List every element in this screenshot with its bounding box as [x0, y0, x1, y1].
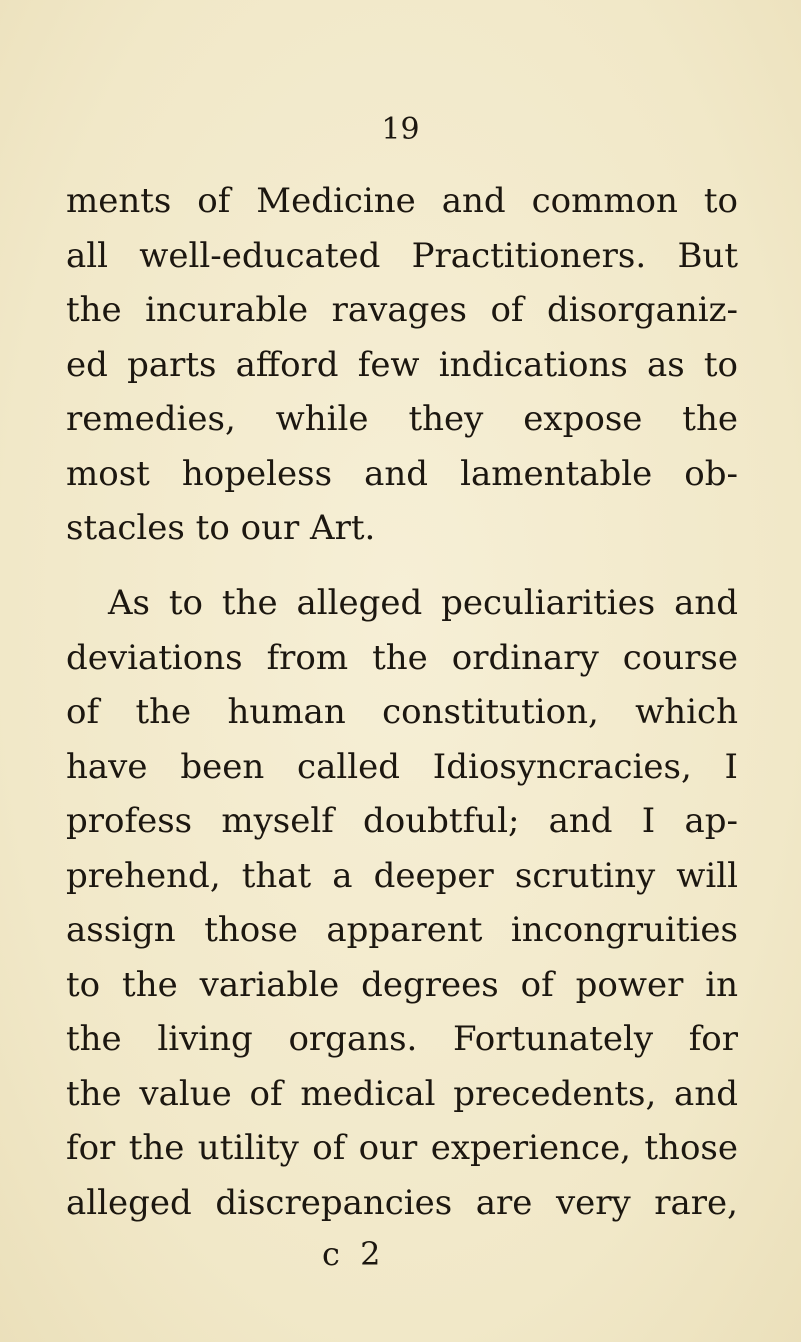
- text-line: alleged discrepancies are very rare,: [66, 1182, 738, 1223]
- text-line: all well-educated Practitioners. But: [66, 235, 738, 276]
- paragraph-2: [66, 576, 738, 1230]
- text-line: profess myself doubtful; and I ap-: [66, 801, 738, 841]
- text-line: have been called Idiosyncracies, I: [66, 746, 738, 787]
- text-line: deviations from the ordinary course: [66, 637, 738, 678]
- text-line: prehend, that a deeper scrutiny will: [66, 855, 738, 896]
- text-line: the value of medical precedents, and: [66, 1073, 738, 1114]
- text-line: to the variable degrees of power in: [66, 964, 738, 1005]
- text-line: stacles to our Art.: [66, 508, 376, 548]
- text-line: most hopeless and lamentable ob-: [66, 453, 738, 494]
- text-line: the living organs. Fortunately for: [66, 1019, 738, 1059]
- signature-mark: c 2: [322, 1235, 381, 1273]
- text-line: remedies, while they expose the: [66, 399, 738, 439]
- text-line: the incurable ravages of disorganiz-: [66, 290, 738, 330]
- text-line: assign those apparent incongruities: [66, 910, 738, 950]
- text-line: ed parts afford few indications as to: [66, 344, 738, 385]
- paragraph-1: [66, 174, 738, 556]
- text-line: As to the alleged peculiarities and: [108, 583, 738, 623]
- page-number: 19: [381, 112, 420, 147]
- text-line: for the utility of our experience, those: [66, 1128, 738, 1168]
- text-line: ments of Medicine and common to: [66, 181, 738, 221]
- text-line: of the human constitution, which: [66, 692, 738, 732]
